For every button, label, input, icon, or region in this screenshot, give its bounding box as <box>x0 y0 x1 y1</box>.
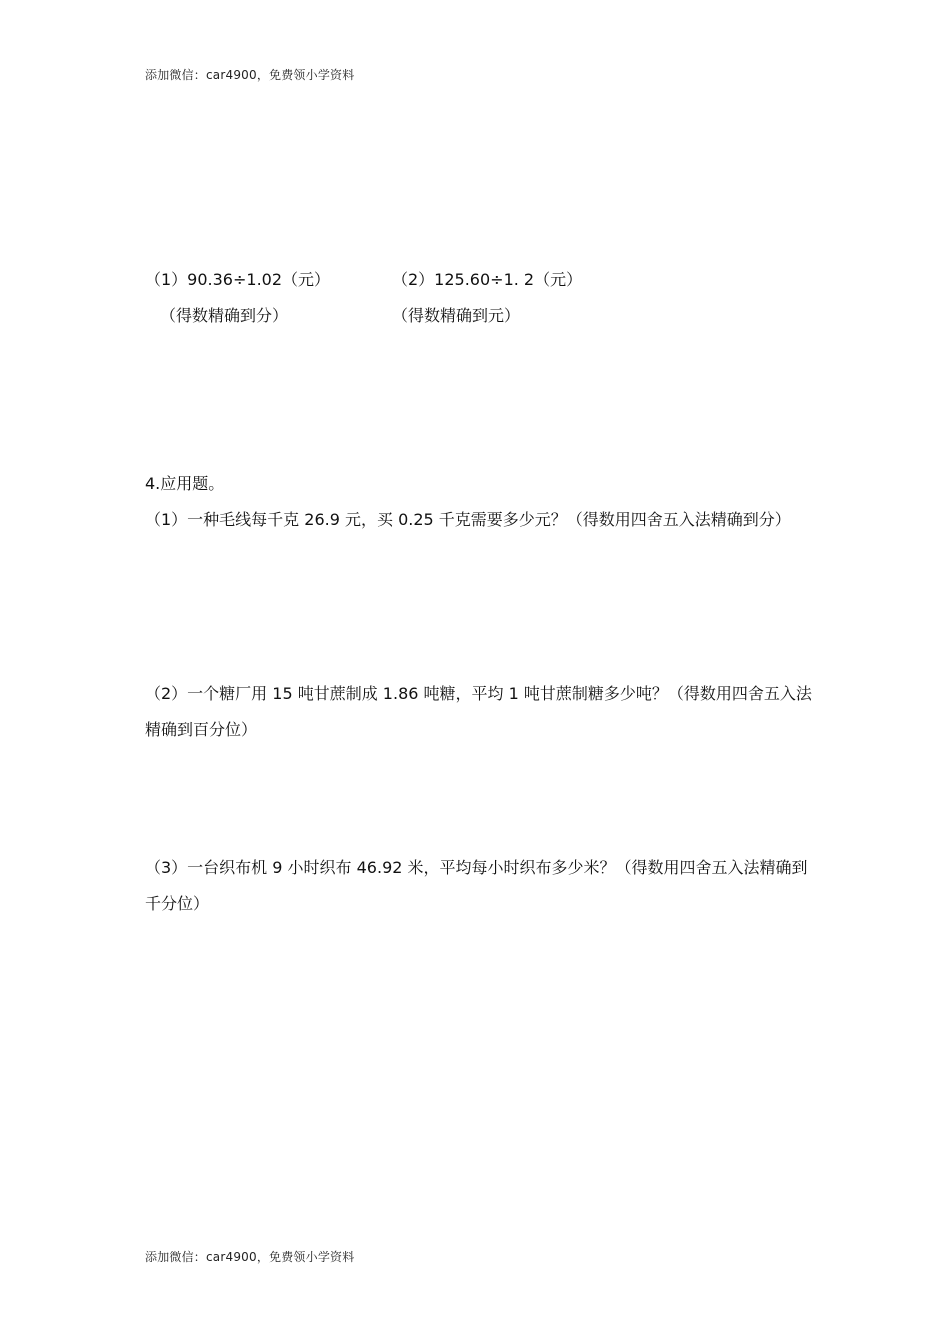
question-2-text: （2）一个糖厂用 15 吨甘蔗制成 1.86 吨糖，平均 1 吨甘蔗制糖多少吨？（得数用四舍五入法精确到百分位） <box>145 684 812 739</box>
footer-note: 添加微信：car4900，免费领小学资料 <box>145 1250 355 1264</box>
question-1-text: （1）一种毛线每千克 26.9 元，买 0.25 千克需要多少元？（得数用四舍五入法精确到分） <box>145 510 791 529</box>
header-note: 添加微信：car4900，免费领小学资料 <box>145 68 355 82</box>
section-title: 4.应用题。 <box>145 474 225 493</box>
question-2 <box>145 676 815 748</box>
calculation-row <box>0 262 950 332</box>
question-1 <box>145 502 815 538</box>
calculation-2-precision: （得数精确到元） <box>392 306 521 325</box>
question-3 <box>145 850 815 922</box>
calculation-2-expression: （2）125.60÷1. 2（元） <box>392 270 583 289</box>
question-3-text: （3）一台织布机 9 小时织布 46.92 米，平均每小时织布多少米？（得数用四舍五入法精确到千分位） <box>145 858 808 913</box>
calculation-1-expression: （1）90.36÷1.02（元） <box>145 270 331 289</box>
calculation-1-precision: （得数精确到分） <box>160 306 289 325</box>
